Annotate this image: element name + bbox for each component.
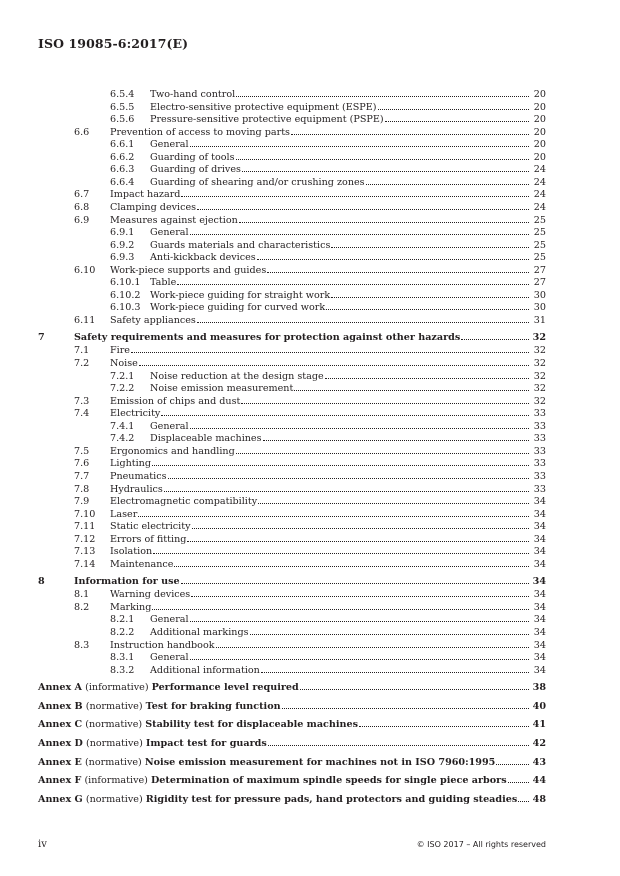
dot-leader <box>325 378 529 379</box>
toc-entry[interactable] <box>0 164 620 176</box>
toc-entry-title: Guarding of drives <box>150 164 241 176</box>
toc-entry-page: 33 <box>533 420 546 432</box>
annex-title-group <box>38 794 517 806</box>
toc-entry-title: Guarding of tools <box>150 151 235 163</box>
toc-entry-number: 6.10.3 <box>110 302 141 314</box>
toc-entry-number: 6.10.1 <box>110 277 141 289</box>
annex-title: Stability test for displaceable machines <box>145 719 358 731</box>
toc-entry-title: Work-piece guiding for curved work <box>150 302 326 314</box>
toc-entry-title: Fire <box>110 345 130 357</box>
toc-entry-title: Isolation <box>110 546 153 558</box>
dot-leader <box>192 528 529 529</box>
toc-entry-number: 7.11 <box>74 521 96 533</box>
toc-entry-title: Displaceable machines <box>150 433 262 445</box>
page-number: iv <box>38 839 47 850</box>
annex-label: Annex C <box>38 719 83 731</box>
toc-entry-number: 6.6.2 <box>110 151 135 163</box>
toc-entry[interactable] <box>0 383 620 395</box>
toc-entry-page: 24 <box>533 164 546 176</box>
toc-entry-number: 7.5 <box>74 445 90 457</box>
dot-leader <box>139 365 529 366</box>
toc-entry[interactable] <box>0 665 620 677</box>
toc-entry[interactable] <box>0 177 620 189</box>
toc-entry-title: Pressure-sensitive protective equipment (PSPE) <box>150 114 384 126</box>
toc-entry-page: 25 <box>533 239 546 251</box>
annex-entry[interactable] <box>0 682 620 694</box>
annex-entry[interactable] <box>0 794 620 806</box>
annex-page: 41 <box>532 719 546 731</box>
toc-entry-page: 34 <box>533 521 546 533</box>
dot-leader <box>177 284 529 285</box>
toc-entry-number: 7.4.1 <box>110 420 135 432</box>
dot-leader <box>197 322 529 323</box>
annex-label: Annex A <box>38 682 83 694</box>
annex-title-group <box>38 757 495 769</box>
toc-entry-number: 6.7 <box>74 189 90 201</box>
toc-entry-page: 25 <box>533 252 546 264</box>
toc-entry[interactable] <box>0 433 620 445</box>
copyright-notice: © ISO 2017 – All rights reserved <box>416 840 546 849</box>
toc-entry[interactable] <box>0 484 620 496</box>
dot-leader <box>385 121 529 122</box>
toc-entry-page: 25 <box>533 214 546 226</box>
toc-entry-number: 7.2.1 <box>110 370 135 382</box>
toc-entry[interactable] <box>0 589 620 601</box>
toc-entry-page: 33 <box>533 470 546 482</box>
toc-entry-number: 7.9 <box>74 496 90 508</box>
toc-entry-title: Impact hazard <box>110 189 181 201</box>
toc-entry-page: 33 <box>533 458 546 470</box>
dot-leader <box>518 801 529 802</box>
dot-leader <box>239 222 529 223</box>
toc-entry-page: 30 <box>533 302 546 314</box>
dot-leader <box>197 209 529 210</box>
annex-entry[interactable] <box>0 719 620 731</box>
toc-entry-page: 24 <box>533 189 546 201</box>
dot-leader <box>241 403 529 404</box>
dot-leader <box>236 96 529 97</box>
toc-entry-title: Hydraulics <box>110 483 163 495</box>
toc-entry-page: 34 <box>533 546 546 558</box>
toc-entry-title: General <box>150 227 189 239</box>
toc-entry-title: Static electricity <box>110 521 191 533</box>
annex-title-group <box>38 682 299 694</box>
toc-entry-number: 7.1 <box>74 345 90 357</box>
toc-entry[interactable] <box>0 458 620 470</box>
dot-leader <box>366 184 529 185</box>
toc-entry-title: Warning devices <box>110 589 191 601</box>
toc-entry-page: 20 <box>533 89 546 100</box>
toc-entry-number: 6.6 <box>74 126 90 138</box>
toc-entry-title: Electricity <box>110 408 161 420</box>
dot-leader <box>378 109 530 110</box>
toc-entry-page: 30 <box>533 289 546 301</box>
toc-entry-title: Safety appliances <box>110 314 196 326</box>
toc-entry-page: 34 <box>533 508 546 520</box>
toc-entry[interactable] <box>0 114 620 126</box>
toc-entry-title: Ergonomics and handling <box>110 445 235 457</box>
dot-leader <box>131 352 529 353</box>
dot-leader <box>187 541 529 542</box>
toc-entry-title: Work-piece supports and guides <box>110 264 267 276</box>
toc-entry-title: Clamping devices <box>110 201 197 213</box>
toc-entry[interactable] <box>0 152 620 164</box>
toc-entry-title: Instruction handbook <box>110 639 215 651</box>
annex-page: 44 <box>532 775 546 787</box>
toc-entry[interactable] <box>0 265 620 277</box>
dot-leader <box>161 415 529 416</box>
toc-entry-title: Noise reduction at the design stage <box>150 370 324 382</box>
toc-entry-number: 6.5.6 <box>110 114 135 126</box>
annex-type: (informative) <box>85 682 149 694</box>
annex-title-group <box>38 775 507 787</box>
toc-entry[interactable] <box>0 496 620 508</box>
toc-entry-page: 32 <box>532 332 546 344</box>
toc-entry-page: 34 <box>533 601 546 613</box>
toc-entry-title: Maintenance <box>110 558 174 570</box>
toc-entry-page: 20 <box>533 101 546 113</box>
dot-leader <box>152 609 529 610</box>
toc-entry[interactable] <box>0 446 620 458</box>
toc-entry-number: 6.10 <box>74 264 96 276</box>
annex-entry[interactable] <box>0 701 620 713</box>
toc-entry-number: 7.6 <box>74 458 90 470</box>
dot-leader <box>496 764 529 765</box>
toc-entry-title: General <box>150 652 189 664</box>
annex-title-group <box>38 701 281 713</box>
dot-leader <box>152 465 529 466</box>
annex-type: (informative) <box>84 775 148 787</box>
toc-entry-number: 7.4 <box>74 408 90 420</box>
dot-leader <box>191 596 529 597</box>
toc-entry-page: 34 <box>533 558 546 570</box>
dot-leader <box>168 478 529 479</box>
toc-entry-page: 32 <box>533 395 546 407</box>
toc-entry[interactable] <box>0 640 620 652</box>
annex-title: Test for braking function <box>145 700 281 712</box>
toc-entry[interactable] <box>0 534 620 546</box>
toc-entry-number: 6.11 <box>74 314 96 326</box>
toc-entry-title: Table <box>150 277 177 289</box>
annex-title: Determination of maximum spindle speeds for single piece arbors <box>150 775 507 787</box>
dot-leader <box>257 259 529 260</box>
annex-entry[interactable] <box>0 775 620 787</box>
toc-entry[interactable] <box>0 102 620 114</box>
dot-leader <box>461 339 529 340</box>
toc-entry-page: 34 <box>533 639 546 651</box>
toc-entry-number: 7.10 <box>74 508 96 520</box>
dot-leader <box>291 134 529 135</box>
annex-title-group <box>38 738 267 750</box>
toc-entry[interactable] <box>0 227 620 239</box>
dot-leader <box>261 672 529 673</box>
annex-type: (normative) <box>85 719 143 731</box>
toc-entry-page: 24 <box>533 201 546 213</box>
toc-entry[interactable] <box>0 408 620 420</box>
toc-entry[interactable] <box>0 302 620 314</box>
toc-entry-number: 6.10.2 <box>110 289 141 301</box>
annex-type: (normative) <box>85 738 143 749</box>
annex-title: Performance level required <box>151 682 299 694</box>
dot-leader <box>250 634 529 635</box>
annex-type: (normative) <box>85 793 143 805</box>
toc-entry-page: 34 <box>533 614 546 626</box>
dot-leader <box>242 171 529 172</box>
toc-entry[interactable] <box>0 215 620 227</box>
dot-leader <box>164 491 529 492</box>
toc-entry-number: 6.6.1 <box>110 139 135 151</box>
toc-entry-number: 7.2.2 <box>110 383 135 395</box>
toc-entry-page: 34 <box>533 627 546 638</box>
toc-entry[interactable] <box>0 189 620 201</box>
annex-page: 48 <box>532 793 546 805</box>
toc-entry-title: Emission of chips and dust <box>110 395 241 407</box>
toc-entry[interactable] <box>0 202 620 214</box>
toc-entry-page: 32 <box>533 370 546 382</box>
dot-leader <box>331 297 529 298</box>
dot-leader <box>258 503 529 504</box>
toc-entry-number: 6.5.5 <box>110 101 135 113</box>
toc-entry-page: 34 <box>533 652 546 664</box>
toc-entry-number: 8.2.2 <box>110 627 135 638</box>
toc-entry-page: 33 <box>533 408 546 420</box>
toc-entry-number: 8.2.1 <box>110 614 135 626</box>
toc-entry[interactable] <box>0 89 620 101</box>
toc-entry[interactable] <box>0 277 620 289</box>
dot-leader <box>138 516 529 517</box>
toc-entry-page: 25 <box>533 227 546 239</box>
dot-leader <box>153 553 529 554</box>
toc-entry[interactable] <box>0 139 620 151</box>
toc-entry-number: 6.6.3 <box>110 164 135 176</box>
annex-type: (normative) <box>85 700 143 712</box>
annex-label: Annex D <box>38 738 83 749</box>
annex-page: 40 <box>532 700 546 712</box>
toc-entry[interactable] <box>0 290 620 302</box>
toc-entry-title: General <box>150 420 189 432</box>
dot-leader <box>181 583 529 584</box>
dot-leader <box>190 146 529 147</box>
dot-leader <box>174 566 529 567</box>
toc-entry-number: 6.9.3 <box>110 252 135 264</box>
dot-leader <box>326 309 529 310</box>
toc-entry-number: 7.13 <box>74 546 96 558</box>
toc-entry-page: 33 <box>533 433 546 445</box>
dot-leader <box>294 390 529 391</box>
dot-leader <box>300 689 529 690</box>
toc-entry[interactable] <box>0 240 620 252</box>
toc-entry-number: 8 <box>38 576 45 588</box>
annex-label: Annex G <box>38 793 83 805</box>
toc-entry-title: Noise emission measurement <box>150 383 294 395</box>
toc-entry-title: Measures against ejection <box>110 214 238 226</box>
toc-entry-number: 8.2 <box>74 601 90 613</box>
toc-entry-page: 24 <box>533 176 546 188</box>
toc-entry[interactable] <box>0 315 620 327</box>
toc-entry-title: Electro-sensitive protective equipment (ESPE) <box>150 101 377 113</box>
toc-entry-title: General <box>150 614 189 626</box>
annex-entry[interactable] <box>0 738 620 750</box>
annex-type: (normative) <box>84 756 142 768</box>
toc-entry-number: 7.12 <box>74 533 96 545</box>
toc-entry-page: 20 <box>533 151 546 163</box>
dot-leader <box>282 708 529 709</box>
annex-title: Impact test for guards <box>145 738 267 749</box>
toc-entry[interactable] <box>0 652 620 664</box>
toc-entry-number: 8.1 <box>74 589 90 601</box>
toc-entry[interactable] <box>0 421 620 433</box>
toc-entry-number: 8.3.1 <box>110 652 135 664</box>
toc-entry-title: Two-hand control <box>150 89 236 100</box>
dot-leader <box>190 234 529 235</box>
dot-leader <box>508 782 529 783</box>
toc-entry-title: Noise <box>110 358 138 369</box>
toc-entry-title: Electromagnetic compatibility <box>110 496 258 508</box>
toc-entry-number: 7.7 <box>74 470 90 482</box>
toc-entry-title: Work-piece guiding for straight work <box>150 289 331 301</box>
toc-entry-title: Safety requirements and measures for protection against other hazards <box>74 332 461 344</box>
toc-entry-title: Anti-kickback devices <box>150 252 256 264</box>
toc-entry-title: Additional markings <box>150 627 249 638</box>
toc-entry-page: 32 <box>533 358 546 369</box>
dot-leader <box>331 247 529 248</box>
toc-entry-number: 6.5.4 <box>110 89 135 100</box>
annex-entry[interactable] <box>0 757 620 769</box>
annex-title: Rigidity test for pressure pads, hand protectors and guiding steadies <box>145 793 518 805</box>
toc-entry-number: 8.3.2 <box>110 664 135 676</box>
dot-leader <box>268 745 529 746</box>
toc-entry-number: 7.4.2 <box>110 433 135 445</box>
annex-page: 42 <box>532 738 546 749</box>
toc-entry-page: 33 <box>533 483 546 495</box>
toc-entry-page: 34 <box>533 496 546 508</box>
annex-title: Noise emission measurement for machines not in ISO 7960:1995 <box>144 756 496 768</box>
dot-leader <box>190 659 529 660</box>
toc-entry-title: Guards materials and characteristics <box>150 239 331 251</box>
toc-entry-page: 34 <box>533 589 546 601</box>
toc-entry-page: 31 <box>533 314 546 326</box>
dot-leader <box>263 440 529 441</box>
toc-entry-number: 7.2 <box>74 358 90 369</box>
dot-leader <box>190 621 529 622</box>
toc-entry-page: 34 <box>533 533 546 545</box>
toc-entry-page: 20 <box>533 126 546 138</box>
toc-entry[interactable] <box>0 521 620 533</box>
dot-leader <box>216 647 529 648</box>
dot-leader <box>181 196 529 197</box>
annex-page: 43 <box>532 756 546 768</box>
toc-entry-number: 6.9.2 <box>110 239 135 251</box>
toc-entry[interactable] <box>0 358 620 370</box>
toc-entry-page: 34 <box>533 664 546 676</box>
annex-label: Annex E <box>38 756 82 768</box>
toc-entry-page: 27 <box>533 277 546 289</box>
toc-entry[interactable] <box>0 546 620 558</box>
toc-entry[interactable] <box>0 602 620 614</box>
dot-leader <box>236 159 529 160</box>
toc-entry[interactable] <box>0 614 620 626</box>
toc-entry-page: 20 <box>533 139 546 151</box>
toc-entry-number: 7.3 <box>74 395 90 407</box>
toc-entry[interactable] <box>0 345 620 357</box>
toc-entry-title: Additional information <box>150 664 260 676</box>
toc-entry-title: Pneumatics <box>110 470 167 482</box>
annex-label: Annex F <box>38 775 82 787</box>
toc-entry-number: 6.9.1 <box>110 227 135 239</box>
toc-entry-title: Guarding of shearing and/or crushing zones <box>150 176 365 188</box>
toc-entry-number: 7.8 <box>74 483 90 495</box>
toc-entry[interactable] <box>0 332 620 344</box>
document-id: ISO 19085-6:2017(E) <box>38 36 189 51</box>
annex-title-group <box>38 719 358 731</box>
toc-entry-number: 8.3 <box>74 639 90 651</box>
toc-entry-title: Marking <box>110 601 152 613</box>
toc-entry-title: Prevention of access to moving parts <box>110 126 290 138</box>
toc-entry[interactable] <box>0 252 620 264</box>
toc-entry-number: 6.9 <box>74 214 90 226</box>
toc-entry-page: 20 <box>533 114 546 126</box>
toc-entry-page: 32 <box>533 383 546 395</box>
toc-entry-title: Information for use <box>74 576 180 588</box>
dot-leader <box>190 428 529 429</box>
annex-label: Annex B <box>38 700 83 712</box>
toc-entry-page: 33 <box>533 445 546 457</box>
dot-leader <box>267 272 529 273</box>
toc-entry-page: 32 <box>533 345 546 357</box>
toc-entry-page: 34 <box>532 576 546 588</box>
toc-entry[interactable] <box>0 371 620 383</box>
toc-entry[interactable] <box>0 396 620 408</box>
toc-entry-number: 7 <box>38 332 45 344</box>
toc-entry-number: 6.8 <box>74 201 90 213</box>
dot-leader <box>236 453 529 454</box>
dot-leader <box>359 726 529 727</box>
toc-entry[interactable] <box>0 627 620 639</box>
toc-entry-number: 6.6.4 <box>110 176 135 188</box>
toc-entry-title: Laser <box>110 508 138 520</box>
toc-entry-title: General <box>150 139 189 151</box>
toc-entry[interactable] <box>0 471 620 483</box>
toc-entry[interactable] <box>0 576 620 588</box>
annex-page: 38 <box>532 682 546 694</box>
toc-entry-page: 27 <box>533 264 546 276</box>
toc-entry[interactable] <box>0 127 620 139</box>
toc-entry-title: Errors of fitting <box>110 533 187 545</box>
toc-entry[interactable] <box>0 509 620 521</box>
toc-entry-title: Lighting <box>110 458 152 470</box>
toc-entry[interactable] <box>0 559 620 571</box>
toc-entry-number: 7.14 <box>74 558 96 570</box>
